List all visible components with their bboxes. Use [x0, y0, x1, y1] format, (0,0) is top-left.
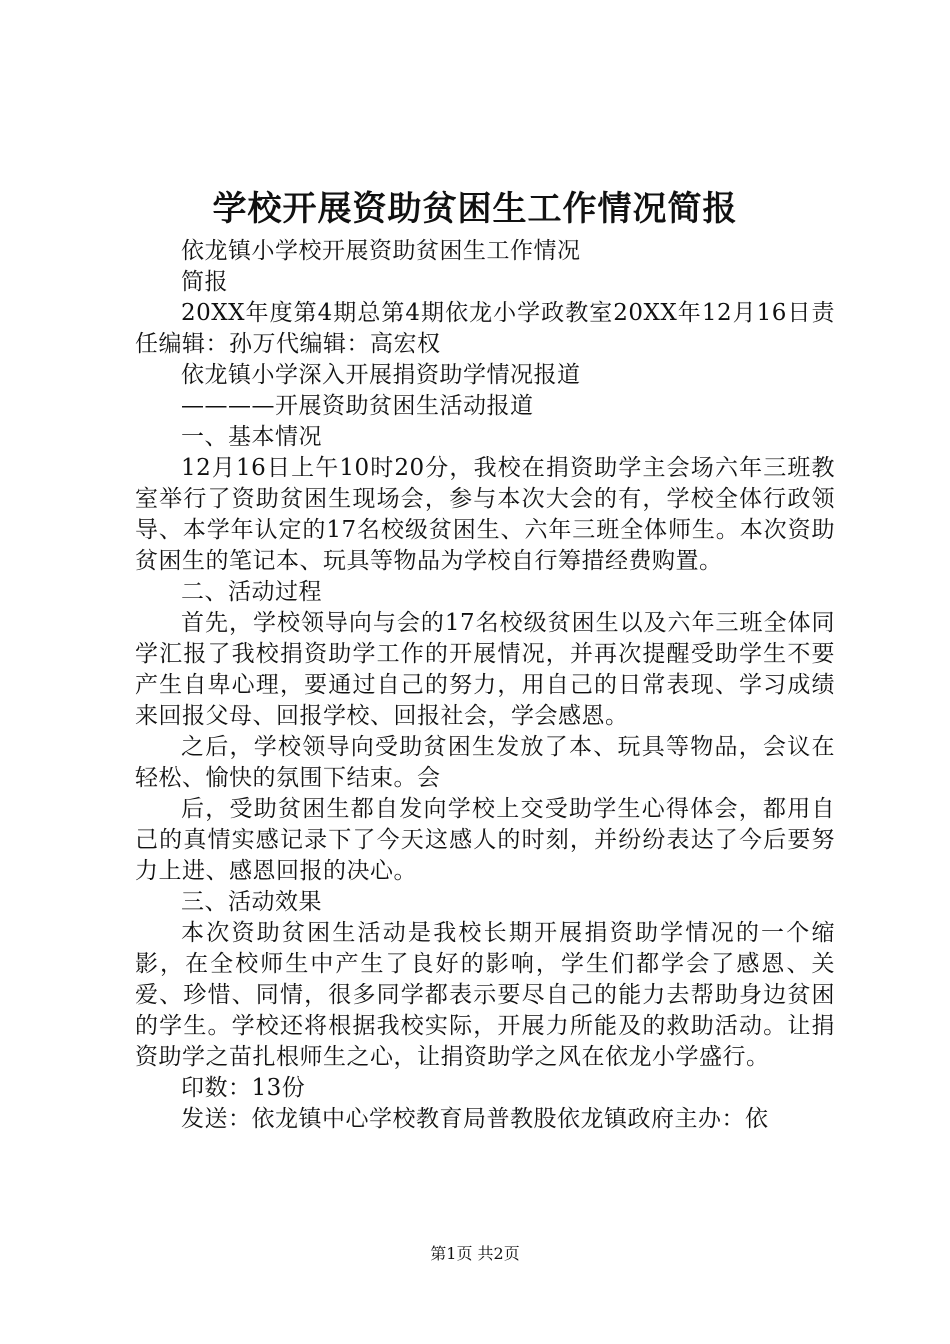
report-subheading: ————开展资助贫困生活动报道: [181, 393, 534, 419]
section-heading: 一、基本情况: [181, 424, 322, 450]
report-heading: 依龙镇小学深入开展捐资助学情况报道: [181, 362, 581, 388]
body-paragraph: 之后，学校领导向受助贫困生发放了本、玩具等物品，会议在轻松、愉快的氛围下结束。会: [135, 734, 835, 791]
print-count: 印数：13份: [181, 1075, 306, 1101]
body-paragraph: 首先，学校领导向与会的17名校级贫困生以及六年三班全体同学汇报了我校捐资助学工作的开展情况，并再次提醒受助学生不要产生自卑心理，要通过自己的努力，用自己的日常表现、学习成绩来回报父母、回报学校、回报社会，学会感恩。: [135, 610, 835, 729]
subtitle-line: 简报: [181, 269, 228, 295]
issue-info: 20XX年度第4期总第4期依龙小学政教室20XX年12月16日责任编辑：孙万代编辑：高宏权: [135, 300, 835, 357]
section-heading: 二、活动过程: [181, 579, 322, 605]
section-heading: 三、活动效果: [181, 889, 322, 915]
page-title: 学校开展资助贫困生工作情况简报: [212, 189, 738, 229]
body-paragraph: 本次资助贫困生活动是我校长期开展捐资助学情况的一个缩影，在全校师生中产生了良好的影响，学生们都学会了感恩、关爱、珍惜、同情，很多同学都表示要尽自己的能力去帮助身边贫困的学生。学校还将根据我校实际，开展力所能及的救助活动。让捐资助学之苗扎根师生之心，让捐资助学之风在依龙小学盛行。: [135, 920, 835, 1070]
body-paragraph: 12月16日上午10时20分，我校在捐资助学主会场六年三班教室举行了资助贫困生现场会，参与本次大会的有，学校全体行政领导、本学年认定的17名校级贫困生、六年三班全体师生。本次资助贫困生的笔记本、玩具等物品为学校自行筹措经费购置。: [135, 455, 835, 574]
subtitle-line: 依龙镇小学校开展资助贫困生工作情况: [181, 238, 581, 264]
document-body: [135, 236, 835, 1135]
distribution-line: 发送：依龙镇中心学校教育局普教股依龙镇政府主办：依: [181, 1106, 769, 1132]
page-number: 第1页 共2页: [430, 1244, 520, 1263]
body-paragraph: 后，受助贫困生都自发向学校上交受助学生心得体会，都用自己的真情实感记录下了今天这感人的时刻，并纷纷表达了今后要努力上进、感恩回报的决心。: [135, 796, 835, 884]
